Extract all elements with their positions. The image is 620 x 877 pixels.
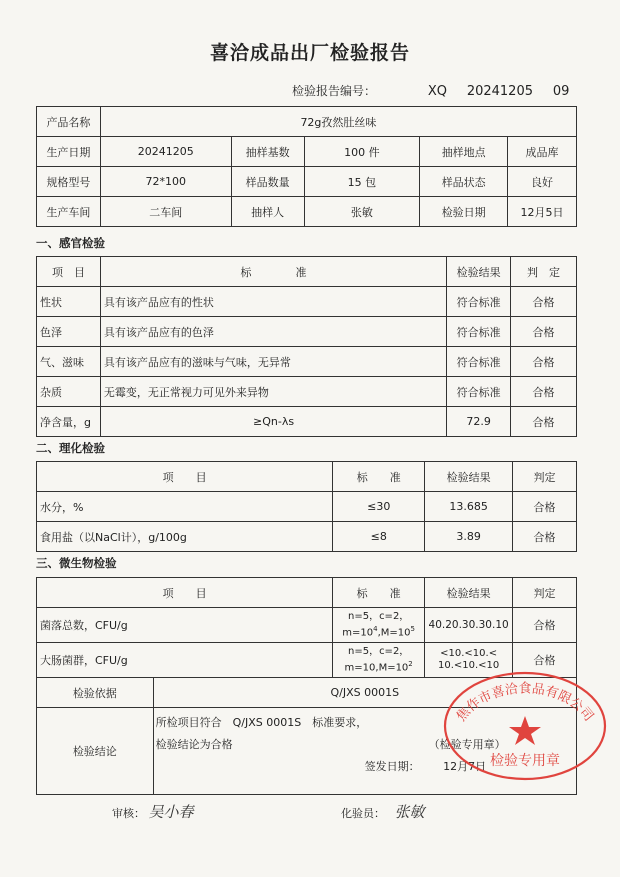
micro-standard-line1: n=5，c=2，: [347, 645, 410, 657]
prod-date: 20241205: [100, 137, 231, 167]
sensory-header-result: 检验结果: [447, 257, 511, 287]
micro-verdict: 合格: [513, 643, 577, 678]
micro-standard-m: m=10: [342, 627, 374, 639]
sensory-standard: 具有该产品应有的性状: [100, 287, 446, 317]
micro-result: 40.20.30.30.10: [425, 608, 513, 643]
sampler-label: 抽样人: [231, 197, 304, 227]
micro-item: 大肠菌群，CFU/g: [37, 643, 333, 678]
physchem-verdict: 合格: [513, 522, 577, 552]
sensory-standard: 无霉变，无正常视力可见外来异物: [100, 377, 446, 407]
micro-standard-m-exp: 4: [373, 624, 378, 633]
sensory-standard: 具有该产品应有的色泽: [100, 317, 446, 347]
sensory-result: 符合标准: [447, 377, 511, 407]
physchem-item: 食用盐（以NaCl计），g/100g: [37, 522, 333, 552]
sensory-item: 性状: [37, 287, 101, 317]
sensory-header-standard: 标 准: [100, 257, 446, 287]
sample-state-label: 样品状态: [420, 167, 508, 197]
stamp-org: 焦作市喜洽食品有限公司: [454, 681, 596, 725]
inspector-signature: 张敏: [394, 803, 425, 821]
physchem-item: 水分，%: [37, 492, 333, 522]
sensory-item: 净含量，g: [37, 407, 101, 437]
sample-state: 良好: [508, 167, 577, 197]
sample-base: 100 件: [304, 137, 420, 167]
conclusion-stamp-note: （检验专用章）: [428, 738, 506, 751]
table-row: [37, 407, 577, 437]
conclusion-label: 检验结论: [37, 708, 154, 795]
micro-table: [36, 577, 577, 678]
inspector-label: 化验员：: [341, 807, 385, 820]
issue-date: 12月7日: [443, 760, 487, 773]
micro-standard-M: M=10: [378, 662, 409, 674]
spec-label: 规格型号: [37, 167, 101, 197]
inspector: [341, 801, 425, 822]
report-number-label: 检验报告编号：: [292, 84, 377, 98]
star-icon: [509, 716, 541, 745]
sample-place-label: 抽样地点: [420, 137, 508, 167]
sensory-verdict: 合格: [511, 347, 577, 377]
micro-standard: n=5，c=2， $m=10,M=10^2$: [333, 643, 425, 678]
physchem-table: [36, 461, 577, 552]
sample-qty-label: 样品数量: [231, 167, 304, 197]
physchem-standard: ≤8: [333, 522, 425, 552]
conclusion-line2: 检验结论为合格: [155, 738, 233, 751]
micro-standard-line1: n=5，c=2，: [347, 610, 410, 622]
report-number-prefix: XQ: [427, 84, 447, 99]
sensory-result: 72.9: [447, 407, 511, 437]
micro-standard: n=5，c=2， $m=10^4,M=10^5$: [333, 608, 425, 643]
table-row: [37, 377, 577, 407]
inspection-stamp: [440, 664, 610, 782]
micro-result-line1: <10.<10.<: [440, 648, 498, 659]
sensory-table: [36, 256, 577, 437]
micro-verdict: 合格: [513, 608, 577, 643]
sensory-item: 气、滋味: [37, 347, 101, 377]
micro-header-standard: 标 准: [333, 578, 425, 608]
physchem-header-standard: 标 准: [333, 462, 425, 492]
sensory-verdict: 合格: [511, 377, 577, 407]
physchem-result: 13.685: [425, 492, 513, 522]
physchem-header-result: 检验结果: [425, 462, 513, 492]
product-name-label: 产品名称: [37, 107, 101, 137]
micro-standard-m: m=10: [344, 662, 376, 674]
reviewer-signature: 吴小春: [148, 803, 194, 821]
inspect-date-label: 检验日期: [420, 197, 508, 227]
reviewer: [112, 801, 194, 822]
sensory-item: 色泽: [37, 317, 101, 347]
sensory-verdict: 合格: [511, 287, 577, 317]
physchem-standard: ≤30: [333, 492, 425, 522]
micro-item: 菌落总数，CFU/g: [37, 608, 333, 643]
table-row: [37, 317, 577, 347]
table-row: [37, 522, 577, 552]
report-number-date: 20241205: [466, 84, 533, 99]
table-row: [37, 287, 577, 317]
stamp-text: 检验专用章: [490, 753, 560, 769]
workshop-label: 生产车间: [37, 197, 101, 227]
workshop: 二车间: [100, 197, 231, 227]
reviewer-label: 审核：: [112, 807, 145, 820]
physchem-heading: 二、理化检验: [36, 441, 105, 455]
basis-label: 检验依据: [37, 678, 154, 708]
sample-place: 成品库: [508, 137, 577, 167]
report-number-seq: 09: [552, 84, 570, 99]
info-table: [36, 106, 577, 227]
sensory-heading: 一、感官检验: [36, 236, 105, 250]
sensory-result: 符合标准: [447, 287, 511, 317]
prod-date-label: 生产日期: [37, 137, 101, 167]
sensory-result: 符合标准: [447, 317, 511, 347]
sensory-standard: 具有该产品应有的滋味与气味，无异常: [100, 347, 446, 377]
physchem-header-item: 项 目: [37, 462, 333, 492]
sample-qty: 15 包: [304, 167, 420, 197]
sensory-standard: ≥Qn-λs: [100, 407, 446, 437]
sensory-item: 杂质: [37, 377, 101, 407]
table-row: [37, 608, 577, 643]
micro-standard-M: M=10: [380, 627, 411, 639]
sensory-verdict: 合格: [511, 317, 577, 347]
report-number: [292, 82, 585, 99]
report-title: 喜洽成品出厂检验报告: [209, 42, 410, 64]
sampler: 张敏: [304, 197, 420, 227]
micro-result-line2: 10.<10.<10: [437, 660, 500, 671]
physchem-verdict: 合格: [513, 492, 577, 522]
conclusion-line1: 所检项目符合 Q/JXS 0001S 标准要求，: [155, 716, 368, 729]
micro-standard-M-exp: 5: [410, 624, 415, 633]
table-row: [37, 492, 577, 522]
micro-heading: 三、微生物检验: [36, 556, 117, 570]
table-row: [37, 347, 577, 377]
physchem-header-verdict: 判定: [513, 462, 577, 492]
micro-standard-M-exp: 2: [408, 659, 413, 668]
sensory-verdict: 合格: [511, 407, 577, 437]
issue-date-label: 签发日期：: [364, 760, 420, 773]
inspect-date: 12月5日: [508, 197, 577, 227]
sensory-header-verdict: 判 定: [511, 257, 577, 287]
sensory-result: 符合标准: [447, 347, 511, 377]
sensory-header-item: 项 目: [37, 257, 101, 287]
micro-header-verdict: 判定: [513, 578, 577, 608]
basis-value: Q/JXS 0001S: [153, 678, 576, 708]
physchem-result: 3.89: [425, 522, 513, 552]
micro-header-result: 检验结果: [425, 578, 513, 608]
sample-base-label: 抽样基数: [231, 137, 304, 167]
product-name: 72g孜然肚丝味: [100, 107, 576, 137]
micro-header-item: 项 目: [37, 578, 333, 608]
spec: 72*100: [100, 167, 231, 197]
